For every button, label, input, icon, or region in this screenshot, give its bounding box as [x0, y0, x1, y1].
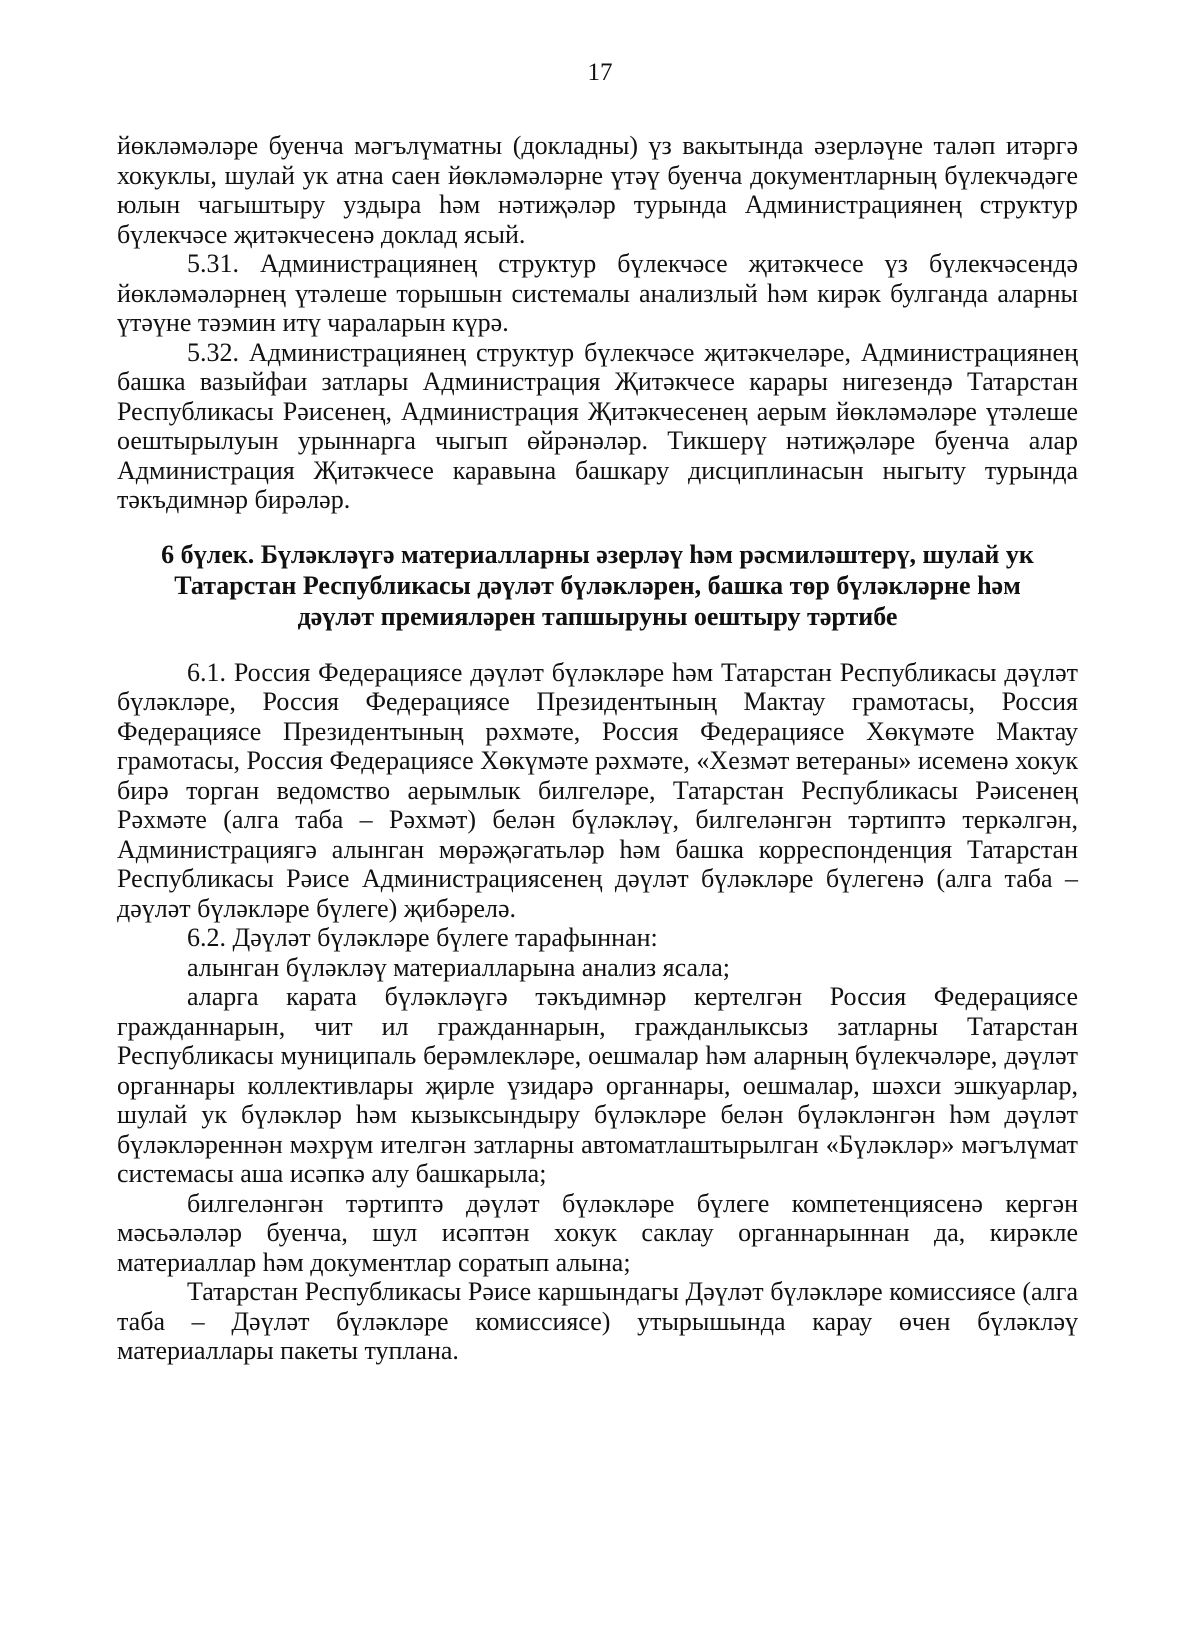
- paragraph-6-1: 6.1. Россия Федерациясе дәүләт бүләкләре һәм Татарстан Республикасы дәүләт бүләкләре, Россия Федерациясе Президентының Мактау грамотасы, Россия Федерациясе Президентының рәхмәте, Россия Федерациясе Хөкүмәте Мактау грамотасы, Россия Федерациясе Хөкүмәте рәхмәте, «Хезмәт ветераны» исеменә хокук бирә торган ведомство аерымлык билгеләре, Татарстан Республикасы Рәисенең Рәхмәте (алга таба – Рәхмәт) белән бүләкләү, билгеләнгән тәртиптә теркәлгән, Администрациягә алынган мөрәҗәгатьләр һәм башка корреспонденция Татарстан Республикасы Рәисе Администрациясенең дәүләт бүләкләре бүлегенә (алга таба – дәүләт бүләкләре бүлеге) җибәрелә.: [117, 657, 1078, 923]
- paragraph-5-32: 5.32. Администрациянең структур бүлекчәсе җитәкчеләре, Администрациянең башка вазыйфаи затлары Администрация Җитәкчесе карары нигезендә Татарстан Республикасы Рәисенең, Администрация Җитәкчесенең аерым йөкләмәләре үтәлеше оештырылуын урыннарга чыгып өйрәнәләр. Тикшерү нәтиҗәләре буенча алар Администрация Җитәкчесе каравына башкару дисциплинасын ныгыту турында тәкъдимнәр бирәләр.: [117, 337, 1078, 514]
- paragraph-6-2-item-4: Татарстан Республикасы Рәисе каршындагы Дәүләт бүләкләре комиссиясе (алга таба – Дәүләт бүләкләре комиссиясе) утырышында карау өчен бүләкләү материаллары пакеты туплана.: [117, 1277, 1078, 1365]
- paragraph-6-2-item-2: аларга карата бүләкләүгә тәкъдимнәр кертелгән Россия Федерациясе гражданнарын, чит ил гражданнарын, гражданлыксыз затларны Татарстан Республикасы муниципаль берәмлекләре, оешмалар һәм аларның бүлекчәләре, дәүләт органнары коллективлары җирле үзидарә органнары, оешмалар, шәхси эшкуарлар, шулай ук бүләкләр һәм кызыксындыру бүләкләре белән бүләкләнгән һәм дәүләт бүләкләреннән мәхрүм ителгән затларны автоматлаштырылган «Бүләкләр» мәгълүмат системасы аша исәпкә алу башкарыла;: [117, 982, 1078, 1188]
- heading-line-3: дәүләт премияләрен тапшыруны оештыру тәртибе: [297, 601, 898, 631]
- paragraph-continuation: йөкләмәләре буенча мәгълүматны (докладны) үз вакытында әзерләүне таләп итәргә хокуклы, шулай ук атна саен йөкләмәләрне үтәү буенча документларның бүлекчәдәге юлын чагыштыру уздыра һәм нәтиҗәләр турында Администрациянең структур бүлекчәсе җитәкчесенә доклад ясый.: [117, 131, 1078, 249]
- page-number: 17: [587, 59, 613, 86]
- document-body: [117, 131, 1078, 1366]
- paragraph-6-2-item-3: билгеләнгән тәртиптә дәүләт бүләкләре бүлеге компетенциясенә кергән мәсьәләләр буенча, шул исәптән хокук саклау органнарыннан да, кирәкле материаллар һәм документлар соратып алына;: [117, 1188, 1078, 1277]
- heading-line-1: 6 бүлек. Бүләкләүгә материалларны әзерләү һәм рәсмиләштерү, шулай ук: [161, 539, 1034, 569]
- paragraph-6-2-item-1: алынган бүләкләү материалларына анализ ясала;: [187, 952, 730, 982]
- paragraph-5-31: 5.31. Администрациянең структур бүлекчәсе җитәкчесе үз бүлекчәсендә йөкләмәләрнең үтәлеше торышын системалы анализлый һәм кирәк булганда аларны үтәүне тәэмин итү чараларын күрә.: [117, 249, 1078, 337]
- section-6-heading: [117, 539, 1078, 632]
- heading-line-2: Татарстан Республикасы дәүләт бүләкләрен, башка төр бүләкләрне һәм: [174, 570, 1021, 600]
- paragraph-6-2: 6.2. Дәүләт бүләкләре бүлеге тарафыннан:: [187, 923, 658, 952]
